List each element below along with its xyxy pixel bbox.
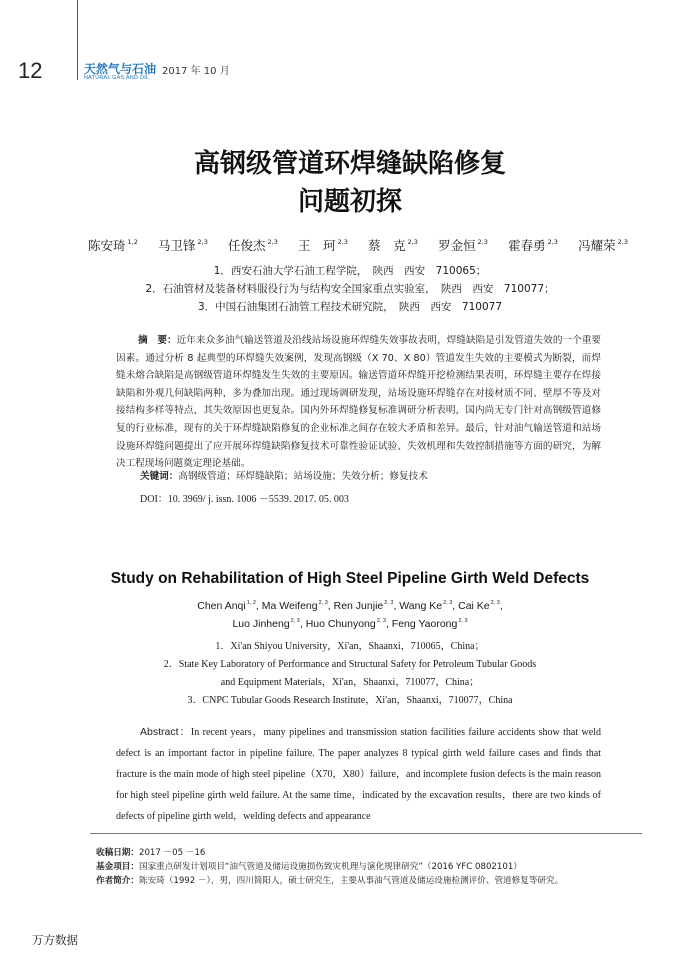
footnote-rule <box>90 833 642 834</box>
author-zh: 任俊杰 $^{2,3}$ <box>228 238 278 253</box>
page-number: 12 <box>18 58 43 83</box>
author-zh: 王 珂 $^{2,3}$ <box>298 238 348 253</box>
abstract-zh-text: 近年来众多油气输送管道及沿线站场设施环焊缝失效事故表明，焊缝缺陷是引发管道失效的一个重要因素。通过分析 8 起典型的环焊缝失效案例，发现高钢级（X 70、X 80）管道发生失效的主要模式为断裂，而焊缝未熔合缺陷是高钢级管道环焊缝发生失效的主要原因。输送管道环焊缝开挖检测结果表明，环焊缝主要存在焊接缺陷和外观几何缺陷两种，多为叠加出现。通过现场调研发现，站场设施环焊缝存在对接材质不同、壁厚不等及对接结构多样等特点，其失效原因也更复杂。国内外环焊缝修复标准调研分析表明，国内尚无专门针对高钢级管道修复的行业标准，现有的关于环焊缝缺陷修复的企业标准之间存在较大矛盾和差异。最后，针对油气输送管道和站场设施环焊缝问题提出了应开展环焊缝缺陷修复技术可靠性验证试验、失效机理和失效控制措施等方面的研究，为解决工程现场问题奠定理论基础。 <box>116 335 602 470</box>
abstract-zh <box>116 332 601 473</box>
author-en: Luo Jinheng$^{2, 3}$, <box>232 618 306 630</box>
footnote-received: 收稿日期：2017 －05 －16 <box>96 848 206 858</box>
abstract-zh-label: 摘 要： <box>138 335 177 346</box>
doi: DOI：10. 3969/ j. issn. 1006 －5539. 2017. 05. 003 <box>140 494 349 505</box>
title-zh-line-1: 高钢级管道环焊缝缺陷修复 <box>193 149 506 179</box>
author-en: Cai Ke$^{2, 3}$, <box>458 600 503 612</box>
keywords-zh-text: 高钢级管道；环焊缝缺陷；站场设施；失效分析；修复技术 <box>178 471 428 482</box>
header-divider <box>77 0 78 80</box>
footnote-funding: 基金项目：国家重点研发计划项目“油气管道及储运设施损伤致灾机理与演化规律研究”（2016 YFC 0802101） <box>96 862 522 872</box>
affiliation-zh-3: 3．中国石油集团石油管工程技术研究院， 陕西 西安 710077 <box>197 301 502 313</box>
author-zh: 冯耀荣 $^{2,3}$ <box>578 238 628 253</box>
journal-name-en: NATURAL GAS AND OIL <box>84 75 150 81</box>
footer-watermark: 万方数据 <box>32 933 78 947</box>
affiliation-en-1: 1．Xi'an Shiyou University，Xi'an，Shaanxi，710065，China； <box>215 641 485 652</box>
affiliation-zh-1: 1．西安石油大学石油工程学院， 陕西 西安 710065； <box>213 265 487 277</box>
keywords-zh <box>140 468 600 482</box>
author-en: Huo Chunyong$^{2, 3}$, <box>305 618 392 630</box>
issue-date: 2017 年 10 月 <box>162 66 230 77</box>
author-en: Wang Ke$^{2, 3}$, <box>399 600 459 612</box>
affiliation-en-2: 2．State Key Laboratory of Performance and Structural Safety for Petroleum Tubular Goods <box>163 659 537 670</box>
authors-zh <box>88 236 628 254</box>
author-en: Chen Anqi$^{1, 2}$, <box>197 600 262 612</box>
author-zh: 罗金恒 $^{2,3}$ <box>438 238 488 253</box>
keywords-zh-label: 关键词： <box>140 471 179 482</box>
author-en: Ren Junjie$^{2, 3}$, <box>333 600 400 612</box>
author-en: Ma Weifeng$^{2, 3}$, <box>261 600 334 612</box>
abstract-en-label: Abstract： <box>140 726 191 738</box>
journal-name: 天然气与石油 <box>84 62 157 76</box>
abstract-en <box>116 722 601 827</box>
title-en: Study on Rehabilitation of High Steel Pipeline Girth Weld Defects <box>110 570 590 587</box>
author-zh: 蔡 克 $^{2,3}$ <box>368 238 418 253</box>
author-zh: 马卫锋 $^{2,3}$ <box>158 238 208 253</box>
author-en: Feng Yaorong$^{2, 3}$ <box>391 618 468 630</box>
affiliation-zh-2: 2．石油管材及装备材料服役行为与结构安全国家重点实验室， 陕西 西安 710077； <box>145 283 555 295</box>
authors-en-line-2 <box>0 618 700 630</box>
footnote-author-bio: 作者简介：陈安琦（1992 －），男，四川简阳人，硕士研究生，主要从事油气管道及储运设施检测评价、管道修复等研究。 <box>96 876 564 886</box>
authors-en-line-1 <box>0 600 700 612</box>
affiliation-en-3: 3．CNPC Tubular Goods Research Institute，Xi'an，Shaanxi，710077，China <box>187 695 513 706</box>
author-zh: 霍春勇 $^{2,3}$ <box>508 238 558 253</box>
title-zh-line-2: 问题初探 <box>297 187 402 217</box>
abstract-en-text: In recent years，many pipelines and transmission station facilities failure accidents show that weld defect is an important factor in pipeline failure. The paper analyzes 8 typical girth weld failure cases and finds that fracture is the main mode of high steel pipeline（X70，X80）failure，and incomplete fusion defects is the main reason for high steel pipeline girth weld failure. At the same time，indicated by the excavation results，there are two kinds of defects of pipeline girth weld，welding defects and appearance <box>116 727 601 822</box>
affiliation-en-2-cont: and Equipment Materials，Xi'an，Shaanxi，710077，China； <box>220 677 480 688</box>
author-zh: 陈安琦 $^{1,2}$ <box>88 238 138 253</box>
